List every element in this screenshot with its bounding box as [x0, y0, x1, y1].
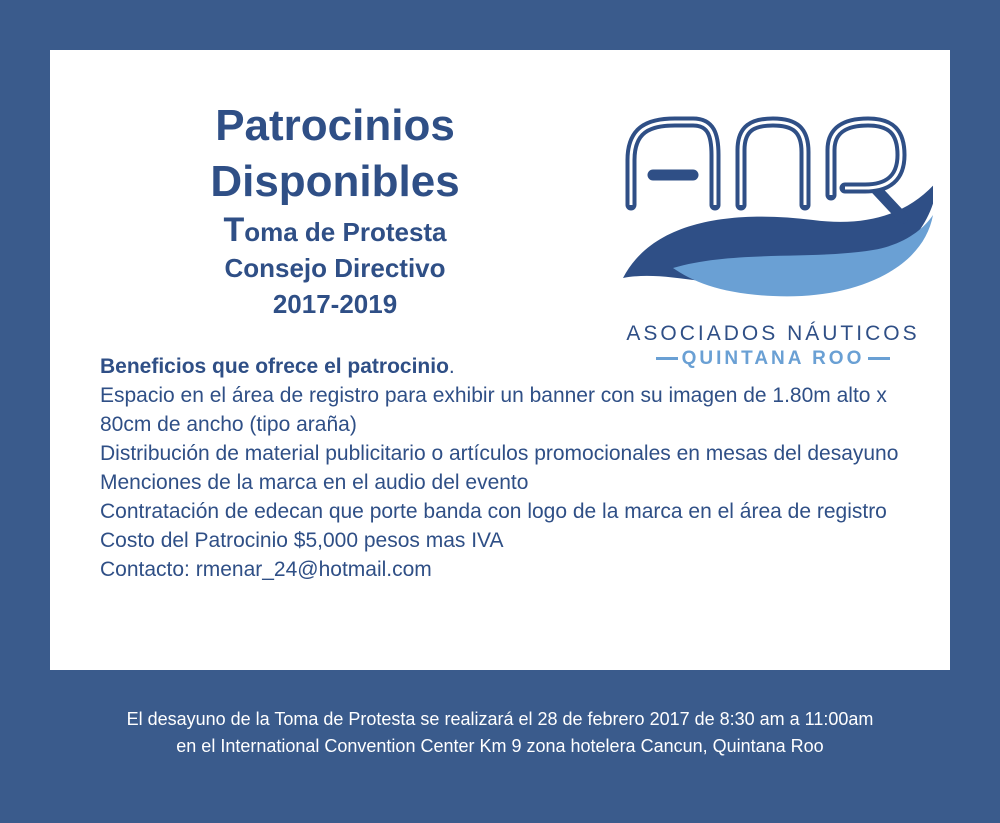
benefit-item: Contratación de edecan que porte banda con logo de la marca en el área de registro	[100, 500, 887, 523]
logo-subtitle-text: QUINTANA ROO	[681, 348, 865, 369]
flyer-card	[50, 50, 950, 670]
heading-period: .	[448, 355, 455, 378]
title-line-1: Patrocinios	[215, 101, 455, 150]
event-location-line: en el International Convention Center Km 9 zona hotelera Cancun, Quintana Roo	[176, 736, 824, 756]
event-date-line: El desayuno de la Toma de Protesta se realizará el 28 de febrero 2017 de 8:30 am a 11:00am	[126, 709, 874, 729]
benefit-item: Espacio en el área de registro para exhibir un banner con su imagen de 1.80m alto x 80cm de ancho (tipo araña)	[100, 384, 887, 436]
benefits-section	[100, 352, 920, 584]
anqr-logo-mark	[613, 100, 933, 320]
subtitle	[145, 212, 525, 250]
benefit-item: Distribución de material publicitario o artículos promocionales en mesas del desayuno	[100, 442, 899, 465]
benefits-heading-text: Beneficios que ofrece el patrocinio	[100, 355, 449, 378]
cost-line: Costo del Patrocinio $5,000 pesos mas IVA	[100, 529, 504, 552]
term-years: 2017-2019	[272, 289, 398, 319]
contact-line: Contacto: rmenar_24@hotmail.com	[100, 558, 432, 581]
subtitle-rest: oma de Protesta	[244, 217, 447, 247]
subtitle-initial: T	[223, 211, 245, 249]
event-footer	[0, 706, 1000, 760]
council-label: Consejo Directivo	[224, 253, 446, 283]
title-block	[145, 98, 525, 322]
benefit-item: Menciones de la marca en el audio del evento	[100, 471, 529, 494]
benefits-heading	[100, 352, 920, 381]
title-line-2: Disponibles	[210, 157, 460, 206]
logo-letters: ANQR	[771, 212, 775, 213]
anqr-logo	[613, 100, 933, 370]
logo-name: ASOCIADOS NÁUTICOS	[626, 322, 920, 345]
